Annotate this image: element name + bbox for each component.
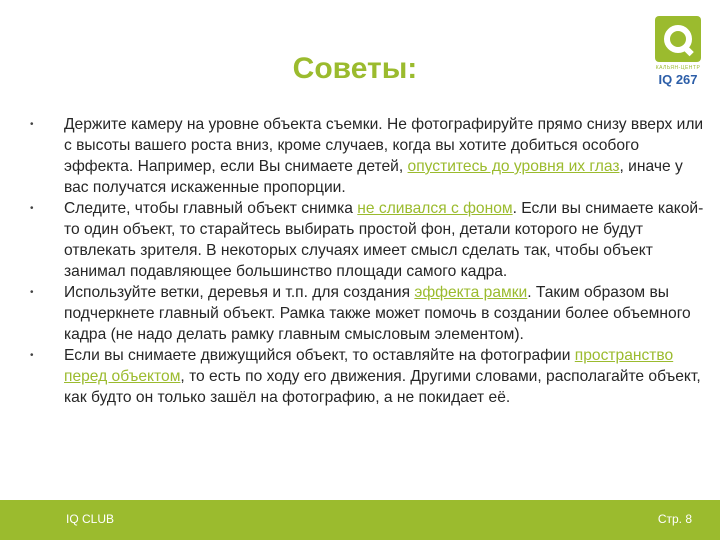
logo-q-icon: [655, 16, 701, 62]
tip-text: Если вы снимаете движущийся объект, то оставляйте на фотографии: [64, 347, 575, 364]
tip-item: [30, 114, 706, 198]
bullet-icon: •: [30, 119, 34, 130]
brand-logo: [655, 16, 701, 87]
tip-text: . Таким образом вы подчеркнете главный объект. Рамка также может помочь в создании более объемного кадра (не надо делать рамку главным смысловым элементом).: [64, 284, 691, 343]
tip-text: . Если вы снимаете какой-то один объект, то старайтесь выбирать простой фон, детали которого не будут отвлекать зрителя. В некоторых случаях имеет смысл сделать так, чтобы объект занимал подавляющее большинство площади самого кадра.: [64, 200, 704, 280]
tip-link[interactable]: не сливался с фоном: [357, 200, 513, 217]
footer-brand: IQ CLUB: [66, 512, 115, 526]
tip-text: Следите, чтобы главный объект снимка: [64, 200, 358, 217]
tip-link[interactable]: эффекта рамки: [414, 284, 528, 301]
tip-link[interactable]: опуститесь до уровня их глаз: [407, 158, 620, 175]
tip-text: , иначе у вас получатся искаженные пропорции.: [64, 158, 683, 196]
logo-text: IQ 267: [658, 72, 698, 87]
page-number: Стр. 8: [657, 512, 692, 526]
tip-item: [30, 198, 706, 282]
tip-item: [30, 282, 706, 345]
bullet-icon: •: [30, 203, 34, 214]
tip-item: [30, 345, 706, 408]
bullet-icon: •: [30, 287, 34, 298]
tips-list: [30, 114, 706, 408]
tip-text: Держите камеру на уровне объекта съемки. Не фотографируйте прямо снизу вверх или с высоты вашего роста вниз, кроме случаев, когда вы хотите добиться особого эффекта. Например, если Вы снимаете детей,: [64, 116, 704, 175]
logo-subtitle: КАЛЬЯН-ЦЕНТР: [655, 65, 701, 71]
tip-text: , то есть по ходу его движения. Другими словами, располагайте объект, как будто он только зашёл на фотографию, а не покидает её.: [64, 368, 701, 406]
slide-title: Советы:: [292, 52, 418, 85]
tip-text: Используйте ветки, деревья и т.п. для создания: [64, 284, 415, 301]
tip-link[interactable]: пространство перед объектом: [64, 347, 674, 385]
bullet-icon: •: [30, 350, 34, 361]
footer-bar: [0, 500, 720, 540]
